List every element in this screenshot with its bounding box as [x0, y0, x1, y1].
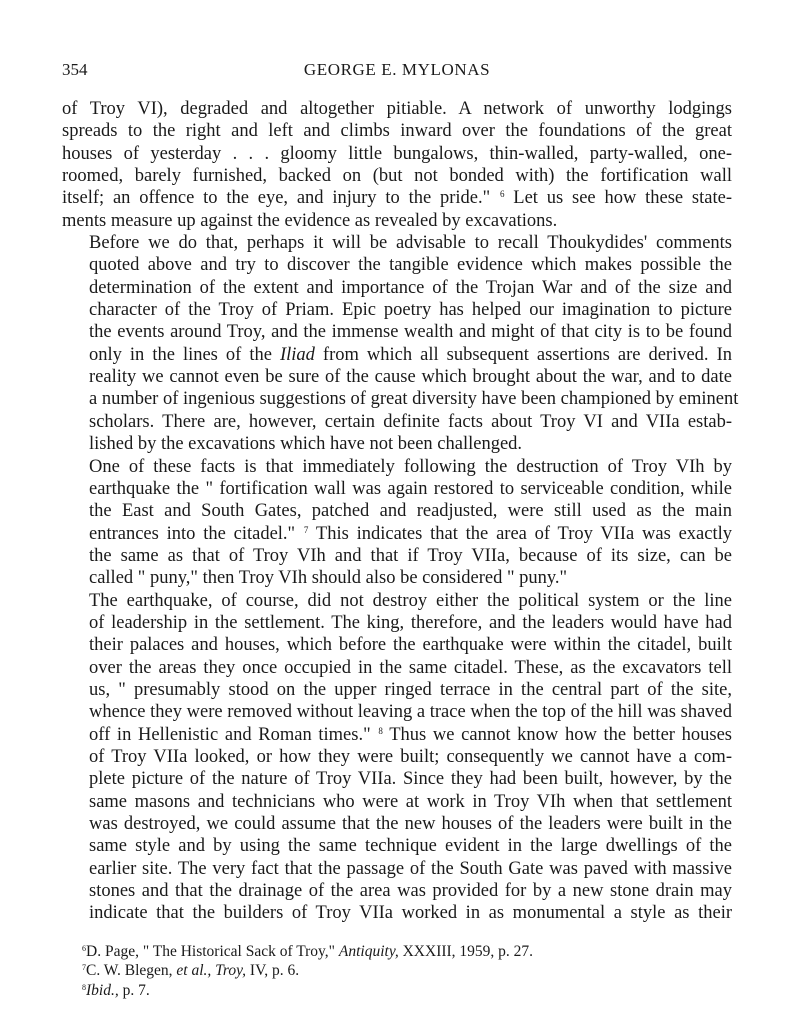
- footnote-mark: 8: [82, 982, 86, 992]
- paragraph-p3: [62, 456, 732, 590]
- text-line: ments measure up against the evidence as revealed by excavations.: [62, 210, 558, 231]
- text-line: quoted above and try to discover the tangible evidence which makes possible the: [89, 255, 732, 276]
- text-line: plete picture of the nature of Troy VIIa. Since they had been built, however, by the: [89, 769, 732, 790]
- text-line: their palaces and houses, which before the earthquake were within the citadel, built: [89, 635, 732, 656]
- text-line: same masons and technicians who were at work in Troy VIh when that settlement: [89, 791, 732, 812]
- italic-text: Antiquity,: [338, 942, 399, 960]
- footnotes: [62, 942, 732, 1001]
- text-line: of Troy VI), degraded and altogether pitiable. A network of unworthy lodgings: [62, 99, 732, 119]
- text-line: Before we do that, perhaps it will be advisable to recall Thoukydides' comments: [89, 233, 732, 254]
- text-line: of Troy VIIa looked, or how they were built; consequently we cannot have a com-: [89, 746, 732, 767]
- footnote-reference: 8: [378, 725, 383, 736]
- text-line: One of these facts is that immediately following the destruction of Troy VIh by: [89, 456, 732, 477]
- text-line: itself; an offence to the eye, and injury to the pride." $^6$ Let us see how these state-: [62, 188, 732, 209]
- text-line: was destroyed, we could assume that the new houses of the leaders were built in the: [89, 814, 732, 834]
- footnote-8: $^8$Ibid., p. 7.: [82, 981, 150, 999]
- paragraph-p4: [62, 590, 732, 925]
- text-line: only in the lines of the Iliad from which all subsequent assertions are derived. In: [89, 344, 732, 365]
- text-line: us, " presumably stood on the upper ringed terrace in the central part of the site,: [89, 679, 732, 700]
- text-line: reality we cannot even be sure of the cause which brought about the war, and to date: [89, 367, 732, 388]
- text-line: earthquake the " fortification wall was again restored to serviceable condition, while: [89, 478, 732, 499]
- text-line: off in Hellenistic and Roman times." $^8$ Thus we cannot know how the better houses: [89, 724, 732, 745]
- text-line: whence they were removed without leaving a trace when the top of the hill was shaved: [89, 702, 732, 723]
- text-line: called " puny," then Troy VIh should also be considered " puny.": [89, 568, 568, 589]
- text-line: character of the Troy of Priam. Epic poetry has helped our imagination to picture: [89, 300, 732, 321]
- text-line: The earthquake, of course, did not destroy either the political system or the line: [89, 590, 732, 611]
- text-line: determination of the extent and importance of the Trojan War and of the size and: [89, 277, 732, 298]
- text-line: a number of ingenious suggestions of great diversity have been championed by eminent: [89, 389, 739, 410]
- text-line: indicate that the builders of Troy VIIa worked in as monumental a style as their: [89, 903, 732, 924]
- text-line: entrances into the citadel." $^7$ This indicates that the area of Troy VIIa was exactly: [89, 523, 732, 544]
- text-line: spreads to the right and left and climbs inward over the foundations of the great: [62, 121, 732, 142]
- body-text: [62, 98, 739, 925]
- italic-text: et al., Troy,: [176, 962, 247, 980]
- running-head: GEORGE E. MYLONAS: [303, 60, 491, 79]
- text-line: roomed, barely furnished, backed on (but not bonded with) the fortification wall: [62, 166, 732, 187]
- paragraph-p1: [62, 98, 732, 232]
- italic-text: Ibid.,: [86, 981, 119, 999]
- italic-text: Iliad: [279, 344, 315, 365]
- text-line: of leadership in the settlement. The king, therefore, and the leaders would have had: [89, 612, 732, 633]
- text-line: houses of yesterday . . . gloomy little bungalows, thin-walled, party-walled, one-: [62, 143, 732, 164]
- page-header: [62, 58, 732, 82]
- paragraph-p2: [62, 232, 739, 455]
- footnote-mark: 7: [82, 963, 86, 973]
- page: [62, 58, 739, 1000]
- text-line: the same as that of Troy VIh and that if Troy VIIa, because of its size, can be: [89, 545, 732, 566]
- text-line: lished by the excavations which have not been challenged.: [89, 434, 523, 455]
- text-line: earlier site. The very fact that the passage of the South Gate was paved with massive: [89, 858, 732, 879]
- text-line: scholars. There are, however, certain definite facts about Troy VI and VIIa estab-: [89, 411, 732, 432]
- footnote-mark: 6: [82, 943, 86, 953]
- text-line: same style and by using the same technique evident in the large dwellings of the: [89, 836, 732, 857]
- text-line: stones and that the drainage of the area was provided for by a new stone drain may: [89, 881, 732, 902]
- footnote-reference: 7: [303, 524, 309, 535]
- text-line: over the areas they once occupied in the same citadel. These, as the excavators tell: [89, 657, 732, 678]
- footnote-7: $^7$C. W. Blegen, et al., Troy, IV, p. 6.: [82, 962, 300, 980]
- text-line: the East and South Gates, patched and readjusted, were still used as the main: [89, 501, 732, 522]
- text-line: the events around Troy, and the immense wealth and might of that city is to be found: [89, 322, 732, 343]
- page-number: 354: [62, 60, 88, 79]
- footnote-6: $^6$D. Page, " The Historical Sack of Troy," Antiquity, XXXIII, 1959, p. 27.: [82, 942, 534, 960]
- footnote-reference: 6: [499, 189, 505, 200]
